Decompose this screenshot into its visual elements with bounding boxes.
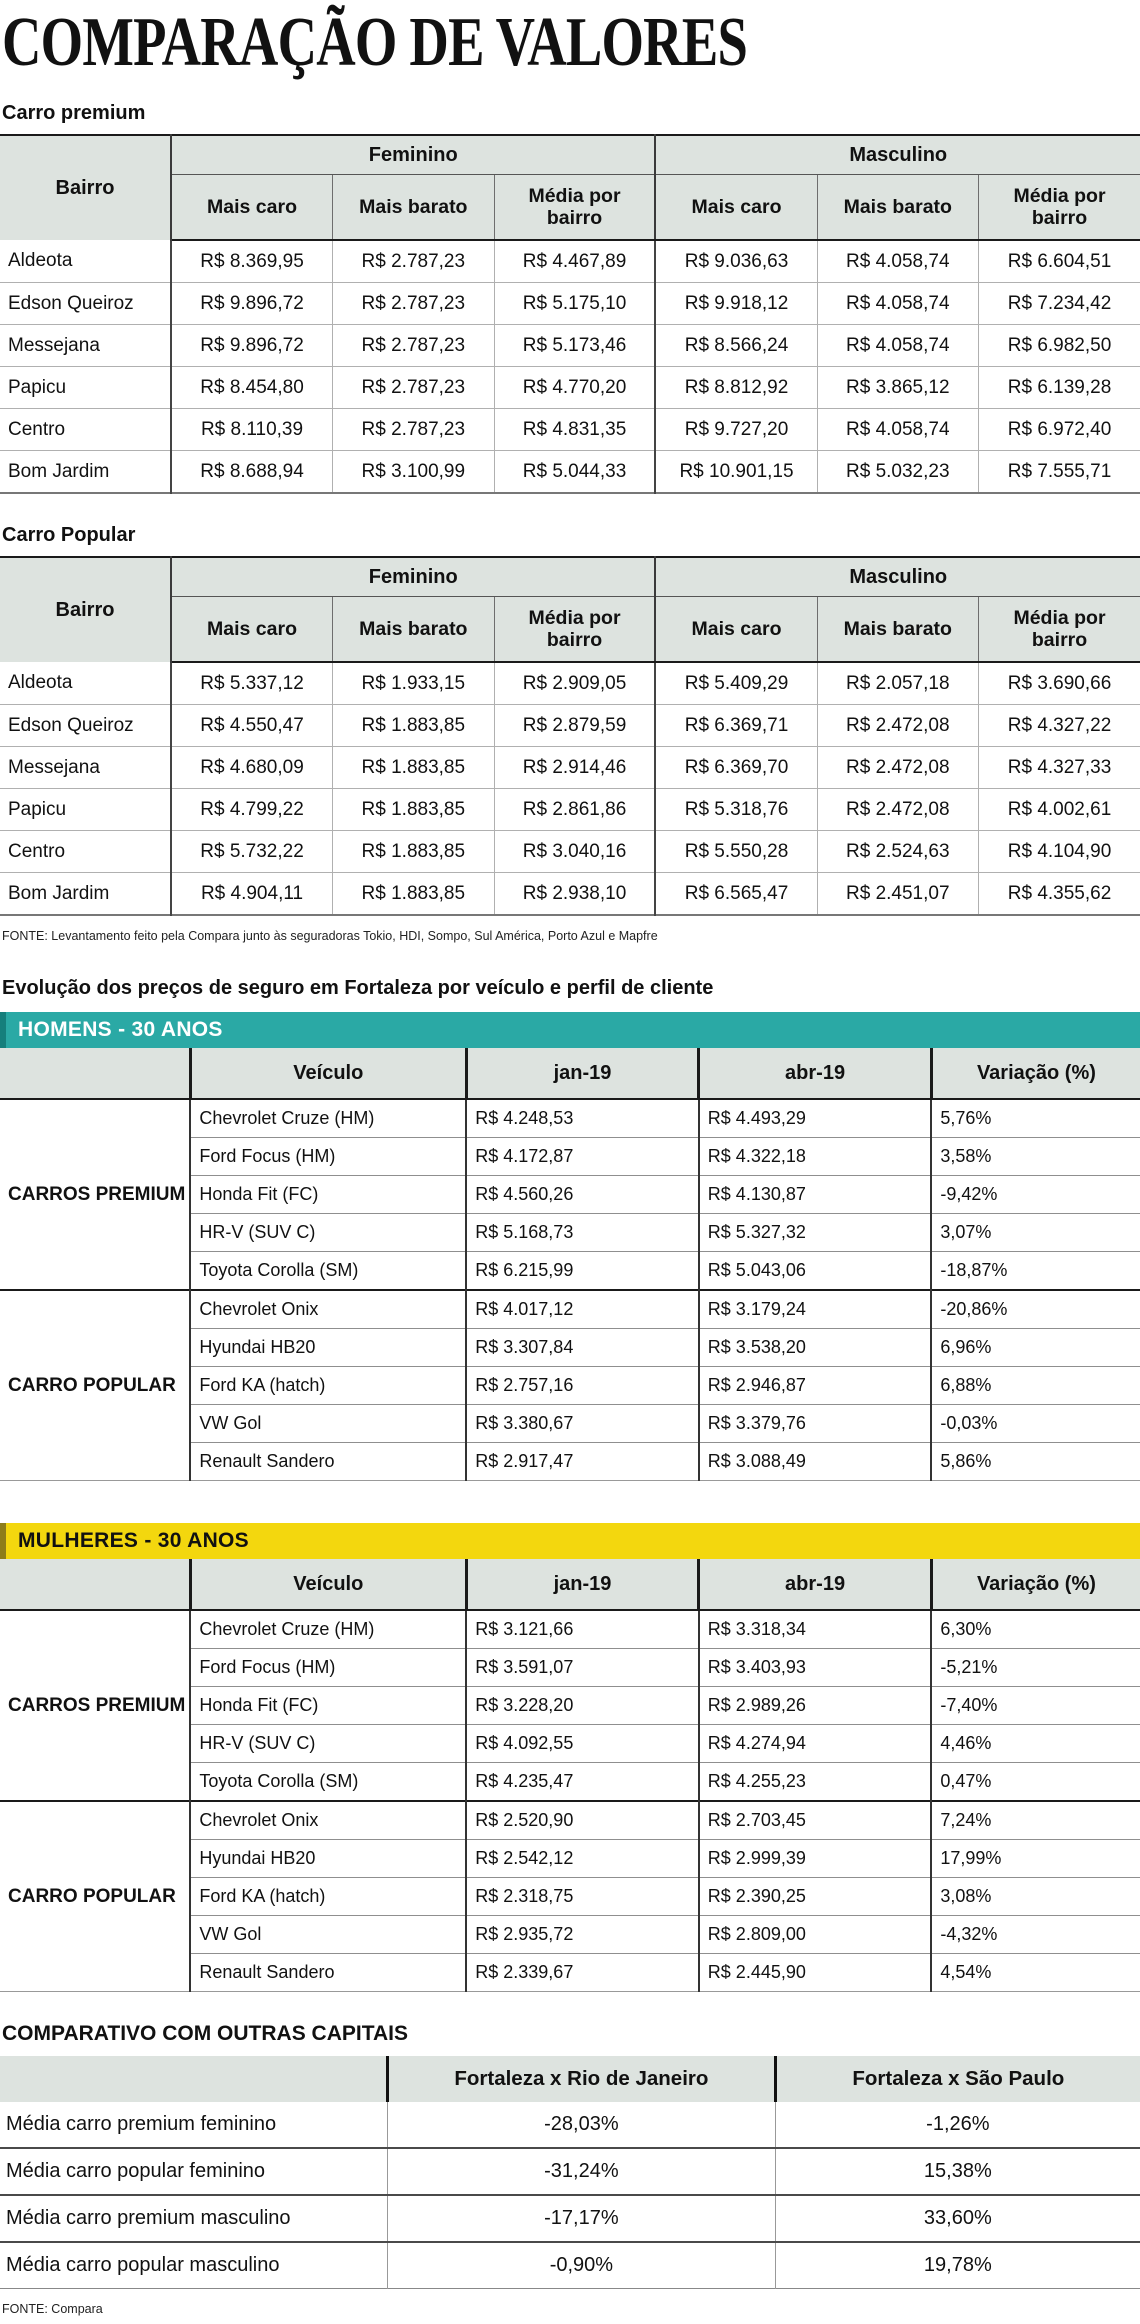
value-cell: R$ 5.318,76 [655, 789, 817, 831]
value-cell: R$ 4.770,20 [494, 367, 655, 409]
page-title: COMPARAÇÃO DE VALORES [2, 4, 748, 81]
value-cell: R$ 2.914,46 [494, 747, 655, 789]
row-label: Bom Jardim [0, 873, 171, 916]
value-cell: R$ 4.255,23 [699, 1763, 932, 1802]
value-cell: R$ 3.318,34 [699, 1610, 932, 1649]
value-cell: R$ 5.550,28 [655, 831, 817, 873]
value-cell: R$ 4.493,29 [699, 1099, 932, 1138]
value-cell: R$ 7.234,42 [979, 283, 1140, 325]
value-cell: R$ 2.445,90 [699, 1954, 932, 1992]
value-cell: R$ 1.883,85 [333, 873, 495, 916]
value-cell: R$ 4.058,74 [817, 240, 979, 283]
row-label: Bom Jardim [0, 451, 171, 494]
table-row [0, 662, 1140, 705]
value-cell: R$ 2.787,23 [333, 283, 495, 325]
value-cell: R$ 4.467,89 [494, 240, 655, 283]
value-cell: R$ 1.883,85 [333, 789, 495, 831]
row-label: Média carro premium feminino [6, 2113, 277, 2135]
premium-table [0, 134, 1140, 494]
vehicle-label: Chevrolet Onix [190, 1801, 466, 1840]
value-cell: R$ 4.322,18 [699, 1138, 932, 1176]
value-cell: R$ 2.472,08 [817, 747, 979, 789]
value-cell: R$ 4.058,74 [817, 409, 979, 451]
mulheres-banner-label: MULHERES - 30 ANOS [18, 1529, 249, 1552]
vehicle-label: VW Gol [190, 1405, 466, 1443]
value-cell: -20,86% [931, 1290, 1140, 1329]
row-label: Messejana [0, 325, 171, 367]
vehicle-label: Ford Focus (HM) [190, 1138, 466, 1176]
value-cell: R$ 10.901,15 [655, 451, 817, 494]
column-header: Variação (%) [931, 1559, 1140, 1610]
table-row [0, 1099, 1140, 1138]
homens-banner-label: HOMENS - 30 ANOS [18, 1018, 223, 1041]
table-row [0, 831, 1140, 873]
column-header: Mais barato [333, 597, 495, 663]
corner-header: Bairro [0, 135, 171, 240]
value-cell: R$ 3.307,84 [466, 1329, 699, 1367]
column-header: Média por bairro [979, 597, 1140, 663]
value-cell: R$ 6.604,51 [979, 240, 1140, 283]
column-group-header-masculino: Masculino [655, 135, 1140, 175]
value-cell: R$ 1.883,85 [333, 747, 495, 789]
value-cell: R$ 2.935,72 [466, 1916, 699, 1954]
row-label: Papicu [0, 789, 171, 831]
value-cell: R$ 4.172,87 [466, 1138, 699, 1176]
value-cell: R$ 8.566,24 [655, 325, 817, 367]
value-cell: R$ 6.369,70 [655, 747, 817, 789]
value-cell: R$ 4.058,74 [817, 325, 979, 367]
value-cell: R$ 3.228,20 [466, 1687, 699, 1725]
value-cell: R$ 2.520,90 [466, 1801, 699, 1840]
value-cell: R$ 2.917,47 [466, 1443, 699, 1481]
vehicle-label: HR-V (SUV C) [190, 1725, 466, 1763]
value-cell: R$ 4.799,22 [171, 789, 333, 831]
value-cell: R$ 1.933,15 [333, 662, 495, 705]
vehicle-label: Ford Focus (HM) [190, 1649, 466, 1687]
vehicle-label: Renault Sandero [190, 1443, 466, 1481]
value-cell: R$ 9.727,20 [655, 409, 817, 451]
column-group-header-masculino: Masculino [655, 557, 1140, 597]
comparativo-table [0, 2056, 1140, 2289]
source-note-comparativo: FONTE: Compara [2, 2302, 103, 2316]
column-header: Fortaleza x Rio de Janeiro [388, 2056, 776, 2102]
value-cell: R$ 4.058,74 [817, 283, 979, 325]
column-header: Média por bairro [494, 597, 655, 663]
value-cell: R$ 5.032,23 [817, 451, 979, 494]
value-cell: R$ 5.044,33 [494, 451, 655, 494]
value-cell: R$ 8.812,92 [655, 367, 817, 409]
value-cell: 5,76% [931, 1099, 1140, 1138]
value-cell: R$ 4.130,87 [699, 1176, 932, 1214]
value-cell: R$ 4.248,53 [466, 1099, 699, 1138]
vehicle-label: Honda Fit (FC) [190, 1176, 466, 1214]
row-label: Messejana [0, 747, 171, 789]
group-label: CARRO POPULAR [0, 1290, 190, 1481]
column-group-header-feminino: Feminino [171, 557, 655, 597]
value-cell: R$ 8.110,39 [171, 409, 333, 451]
value-cell: -5,21% [931, 1649, 1140, 1687]
table-row [0, 1801, 1140, 1840]
row-label: Edson Queiroz [0, 283, 171, 325]
value-cell: R$ 2.390,25 [699, 1878, 932, 1916]
value-cell: R$ 4.104,90 [979, 831, 1140, 873]
vehicle-label: VW Gol [190, 1916, 466, 1954]
value-cell: 17,99% [931, 1840, 1140, 1878]
value-cell: 33,60% [775, 2195, 1140, 2242]
value-cell: R$ 4.092,55 [466, 1725, 699, 1763]
vehicle-label: Ford KA (hatch) [190, 1367, 466, 1405]
column-header: Média por bairro [979, 175, 1140, 241]
column-header: Mais barato [817, 597, 979, 663]
value-cell: R$ 4.327,22 [979, 705, 1140, 747]
value-cell: R$ 2.757,16 [466, 1367, 699, 1405]
value-cell: R$ 9.896,72 [171, 283, 333, 325]
value-cell: R$ 3.380,67 [466, 1405, 699, 1443]
vehicle-label: Chevrolet Cruze (HM) [190, 1099, 466, 1138]
value-cell: R$ 3.088,49 [699, 1443, 932, 1481]
value-cell: R$ 2.999,39 [699, 1840, 932, 1878]
column-header: Mais caro [655, 175, 817, 241]
value-cell: 4,54% [931, 1954, 1140, 1992]
value-cell: R$ 4.002,61 [979, 789, 1140, 831]
value-cell: R$ 2.451,07 [817, 873, 979, 916]
column-header: Mais caro [171, 175, 333, 241]
popular-table [0, 556, 1140, 916]
value-cell: R$ 6.369,71 [655, 705, 817, 747]
value-cell: 15,38% [775, 2148, 1140, 2195]
mulheres-table [0, 1559, 1140, 1992]
value-cell: R$ 4.017,12 [466, 1290, 699, 1329]
value-cell: R$ 3.179,24 [699, 1290, 932, 1329]
group-label: CARRO POPULAR [0, 1801, 190, 1992]
value-cell: R$ 4.355,62 [979, 873, 1140, 916]
value-cell: 6,96% [931, 1329, 1140, 1367]
vehicle-label: Honda Fit (FC) [190, 1687, 466, 1725]
value-cell: -7,40% [931, 1687, 1140, 1725]
value-cell: 3,08% [931, 1878, 1140, 1916]
value-cell: R$ 4.274,94 [699, 1725, 932, 1763]
popular-table-title: Carro Popular [2, 524, 136, 546]
column-header: Fortaleza x São Paulo [775, 2056, 1140, 2102]
value-cell: R$ 4.327,33 [979, 747, 1140, 789]
value-cell: R$ 6.982,50 [979, 325, 1140, 367]
value-cell: R$ 3.100,99 [333, 451, 495, 494]
value-cell: R$ 2.472,08 [817, 789, 979, 831]
table-row [0, 2242, 1140, 2289]
value-cell: R$ 4.904,11 [171, 873, 333, 916]
table-row [0, 409, 1140, 451]
value-cell: R$ 2.787,23 [333, 240, 495, 283]
value-cell: R$ 4.550,47 [171, 705, 333, 747]
group-label: CARROS PREMIUM [8, 1183, 186, 1205]
value-cell: R$ 6.139,28 [979, 367, 1140, 409]
value-cell: R$ 3.690,66 [979, 662, 1140, 705]
blank-corner-header [0, 1048, 190, 1099]
table-row [0, 367, 1140, 409]
column-header: jan-19 [466, 1048, 699, 1099]
mulheres-banner [0, 1523, 1140, 1559]
table-row [0, 2148, 1140, 2195]
column-header: Média por bairro [494, 175, 655, 241]
row-label: Centro [0, 831, 171, 873]
value-cell: 19,78% [775, 2242, 1140, 2289]
value-cell: R$ 6.215,99 [466, 1252, 699, 1291]
row-label: Aldeota [8, 250, 73, 271]
value-cell: R$ 2.861,86 [494, 789, 655, 831]
value-cell: R$ 3.403,93 [699, 1649, 932, 1687]
value-cell: R$ 9.896,72 [171, 325, 333, 367]
value-cell: -17,17% [388, 2195, 776, 2242]
column-header: abr-19 [699, 1048, 932, 1099]
value-cell: R$ 2.787,23 [333, 367, 495, 409]
column-header: Mais caro [171, 597, 333, 663]
row-label: Média carro popular masculino [0, 2242, 388, 2289]
value-cell: R$ 2.339,67 [466, 1954, 699, 1992]
value-cell: R$ 2.946,87 [699, 1367, 932, 1405]
table-row [0, 451, 1140, 494]
value-cell: 4,46% [931, 1725, 1140, 1763]
value-cell: R$ 8.369,95 [171, 240, 333, 283]
value-cell: -0,03% [931, 1405, 1140, 1443]
value-cell: R$ 5.327,32 [699, 1214, 932, 1252]
value-cell: -0,90% [388, 2242, 776, 2289]
evolucao-section-title: Evolução dos preços de seguro em Fortaleza por veículo e perfil de cliente [2, 977, 714, 999]
value-cell: R$ 5.409,29 [655, 662, 817, 705]
value-cell: R$ 2.809,00 [699, 1916, 932, 1954]
table-row [0, 873, 1140, 916]
value-cell: R$ 6.972,40 [979, 409, 1140, 451]
value-cell: R$ 5.173,46 [494, 325, 655, 367]
value-cell: 6,88% [931, 1367, 1140, 1405]
row-label: Média carro popular feminino [0, 2148, 388, 2195]
value-cell: R$ 4.235,47 [466, 1763, 699, 1802]
value-cell: R$ 5.732,22 [171, 831, 333, 873]
homens-banner [0, 1012, 1140, 1048]
table-row [0, 789, 1140, 831]
comparativo-section-title: COMPARATIVO COM OUTRAS CAPITAIS [2, 2022, 408, 2045]
table-row [0, 283, 1140, 325]
table-row [0, 2195, 1140, 2242]
value-cell: R$ 3.379,76 [699, 1405, 932, 1443]
value-cell: 7,24% [931, 1801, 1140, 1840]
column-header: Mais barato [817, 175, 979, 241]
table-row [0, 2102, 1140, 2148]
vehicle-label: HR-V (SUV C) [190, 1214, 466, 1252]
value-cell: R$ 5.168,73 [466, 1214, 699, 1252]
value-cell: R$ 1.883,85 [333, 705, 495, 747]
value-cell: R$ 2.787,23 [333, 409, 495, 451]
value-cell: R$ 3.040,16 [494, 831, 655, 873]
corner-header: Bairro [0, 557, 171, 662]
vehicle-label: Hyundai HB20 [190, 1840, 466, 1878]
value-cell: R$ 2.524,63 [817, 831, 979, 873]
value-cell: R$ 2.879,59 [494, 705, 655, 747]
row-label: Centro [0, 409, 171, 451]
value-cell: R$ 5.043,06 [699, 1252, 932, 1291]
value-cell: 3,07% [931, 1214, 1140, 1252]
column-header: Mais caro [655, 597, 817, 663]
vehicle-label: Chevrolet Onix [190, 1290, 466, 1329]
value-cell: R$ 6.565,47 [655, 873, 817, 916]
value-cell: R$ 5.175,10 [494, 283, 655, 325]
value-cell: R$ 4.560,26 [466, 1176, 699, 1214]
vehicle-label: Toyota Corolla (SM) [190, 1763, 466, 1802]
row-label: Edson Queiroz [0, 705, 171, 747]
value-cell: R$ 2.938,10 [494, 873, 655, 916]
value-cell: R$ 2.703,45 [699, 1801, 932, 1840]
value-cell: R$ 7.555,71 [979, 451, 1140, 494]
value-cell: R$ 2.057,18 [817, 662, 979, 705]
value-cell: R$ 2.989,26 [699, 1687, 932, 1725]
row-label: Média carro premium masculino [0, 2195, 388, 2242]
value-cell: R$ 9.036,63 [655, 240, 817, 283]
table-row [0, 240, 1140, 283]
value-cell: R$ 2.542,12 [466, 1840, 699, 1878]
value-cell: R$ 9.918,12 [655, 283, 817, 325]
value-cell: 0,47% [931, 1763, 1140, 1802]
vehicle-label: Renault Sandero [190, 1954, 466, 1992]
value-cell: -4,32% [931, 1916, 1140, 1954]
value-cell: R$ 2.787,23 [333, 325, 495, 367]
value-cell: R$ 8.454,80 [171, 367, 333, 409]
group-label: CARROS PREMIUM [8, 1694, 186, 1716]
value-cell: -9,42% [931, 1176, 1140, 1214]
column-header: abr-19 [699, 1559, 932, 1610]
value-cell: R$ 1.883,85 [333, 831, 495, 873]
value-cell: 3,58% [931, 1138, 1140, 1176]
value-cell: R$ 3.538,20 [699, 1329, 932, 1367]
row-label: Papicu [0, 367, 171, 409]
value-cell: R$ 3.591,07 [466, 1649, 699, 1687]
column-group-header-feminino: Feminino [171, 135, 655, 175]
source-note: FONTE: Levantamento feito pela Compara junto às seguradoras Tokio, HDI, Sompo, Sul América, Porto Azul e Mapfre [2, 929, 658, 943]
homens-table [0, 1048, 1140, 1481]
column-header: Veículo [190, 1559, 466, 1610]
value-cell: R$ 8.688,94 [171, 451, 333, 494]
column-header: Veículo [190, 1048, 466, 1099]
table-row [0, 325, 1140, 367]
column-header: jan-19 [466, 1559, 699, 1610]
vehicle-label: Ford KA (hatch) [190, 1878, 466, 1916]
column-header: Variação (%) [931, 1048, 1140, 1099]
value-cell: -28,03% [388, 2102, 776, 2148]
vehicle-label: Toyota Corolla (SM) [190, 1252, 466, 1291]
column-header: Mais barato [333, 175, 495, 241]
value-cell: -1,26% [775, 2102, 1140, 2148]
value-cell: 5,86% [931, 1443, 1140, 1481]
value-cell: 6,30% [931, 1610, 1140, 1649]
value-cell: R$ 4.680,09 [171, 747, 333, 789]
blank-corner-header [0, 1559, 190, 1610]
table-row [0, 1290, 1140, 1329]
value-cell: R$ 4.831,35 [494, 409, 655, 451]
value-cell: R$ 2.318,75 [466, 1878, 699, 1916]
table-row [0, 705, 1140, 747]
value-cell: R$ 2.472,08 [817, 705, 979, 747]
value-cell: R$ 2.909,05 [494, 662, 655, 705]
blank-corner-header [0, 2056, 388, 2102]
table-row [0, 1610, 1140, 1649]
vehicle-label: Hyundai HB20 [190, 1329, 466, 1367]
vehicle-label: Chevrolet Cruze (HM) [190, 1610, 466, 1649]
value-cell: -18,87% [931, 1252, 1140, 1291]
table-row [0, 747, 1140, 789]
value-cell: R$ 3.121,66 [466, 1610, 699, 1649]
value-cell: R$ 5.337,12 [171, 662, 333, 705]
row-label: Aldeota [8, 672, 73, 693]
premium-table-title: Carro premium [2, 102, 146, 124]
value-cell: -31,24% [388, 2148, 776, 2195]
value-cell: R$ 3.865,12 [817, 367, 979, 409]
